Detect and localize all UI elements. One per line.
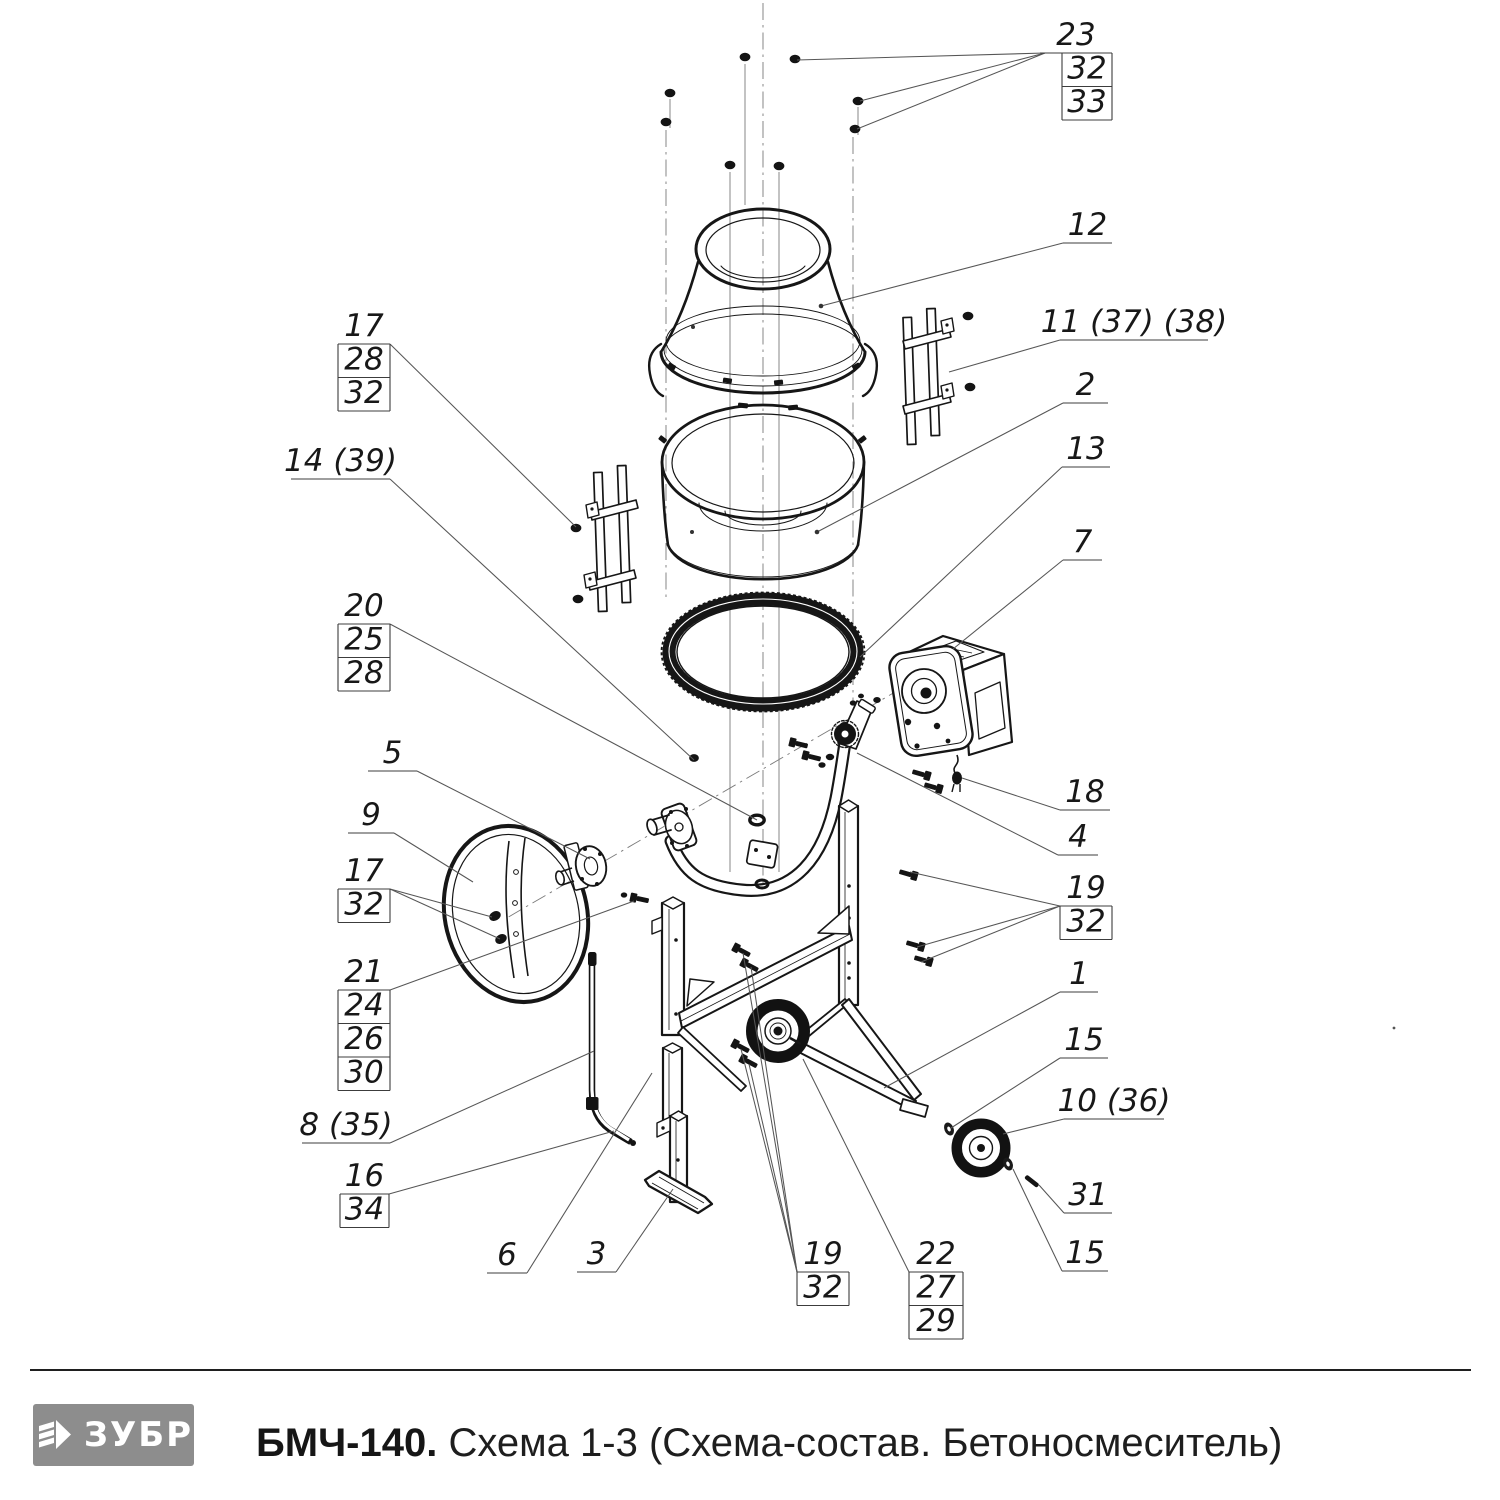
callout-number: 15 (1064, 1022, 1104, 1058)
callout-transport-wheel (1003, 1083, 1170, 1134)
callout-number: 31 (1068, 1177, 1108, 1213)
callout-number: 29 (916, 1303, 956, 1339)
leader-line (390, 624, 757, 820)
callout-bracket-left-hardware (338, 308, 576, 527)
callout-motor (953, 524, 1102, 649)
callout-pinion-shaft (857, 753, 1098, 855)
callout-hardware-top (797, 17, 1112, 129)
leader-line (394, 833, 473, 882)
bolt-icon (913, 953, 934, 967)
model-number: БМЧ-140. (256, 1421, 438, 1465)
leader-line (857, 753, 1058, 855)
leader-line (390, 889, 492, 917)
callout-number: 27 (916, 1269, 956, 1306)
callout-number: 10 (36) (1057, 1083, 1171, 1119)
leader-dot (819, 304, 824, 309)
callout-number: 28 (344, 655, 384, 691)
leader-line (962, 778, 1060, 810)
bolt-icon (738, 1053, 759, 1070)
leader-line (949, 340, 1060, 372)
callout-frame-hardware-right (910, 870, 1112, 962)
leader-line (857, 53, 1045, 129)
callout-number: 30 (344, 1054, 384, 1091)
callout-number: 13 (1066, 431, 1106, 467)
callout-handwheel-bolts (338, 853, 500, 939)
leader-line (953, 560, 1063, 649)
leader-line (884, 992, 1060, 1088)
callout-number: 22 (916, 1236, 956, 1272)
stray-dot (1393, 1027, 1396, 1030)
callout-number: 20 (344, 588, 384, 624)
leader-line (390, 901, 634, 990)
callout-number: 34 (344, 1191, 385, 1228)
power-cord (954, 755, 958, 773)
nut-icon (850, 125, 861, 134)
leader-line (616, 1189, 673, 1272)
callout-number: 3 (586, 1236, 607, 1272)
callout-number: 25 (344, 621, 384, 658)
part-wheel-rear (942, 1119, 1039, 1188)
leader-line (417, 771, 590, 859)
callout-number: 28 (344, 341, 384, 378)
sheet-subtitle: Схема 1-3 (Схема-состав. Бетоносмеситель) (448, 1421, 1283, 1465)
part-bracket-left (571, 465, 638, 611)
part-top-fasteners (661, 53, 864, 171)
leader-line (741, 1049, 797, 1272)
bolt-icon (629, 892, 649, 905)
callout-rod-hardware (340, 1131, 614, 1228)
callout-number: 1 (1069, 956, 1089, 992)
brand-name: ЗУБР (83, 1415, 194, 1455)
bolt-icon (739, 957, 760, 974)
leader-line (860, 467, 1062, 657)
nut-icon (571, 524, 582, 533)
callout-number: 5 (382, 735, 403, 771)
callout-number: 32 (803, 1269, 843, 1306)
callout-number: 26 (344, 1021, 384, 1057)
callout-drum-lower (815, 367, 1108, 534)
callout-number: 23 (1056, 17, 1096, 53)
bolt-icon (898, 867, 919, 881)
part-lock-rod (586, 952, 636, 1146)
callout-number: 32 (344, 886, 384, 923)
leader-line (390, 1051, 594, 1143)
callout-bracket-right (949, 304, 1227, 372)
power-plug-icon (952, 772, 962, 785)
callout-number: 19 (1066, 870, 1106, 906)
leader-line (921, 906, 1060, 962)
part-motor (887, 636, 1012, 792)
callout-number: 17 (344, 308, 384, 344)
nut-icon (725, 161, 736, 170)
nut-icon (790, 55, 801, 64)
leader-line (797, 53, 1045, 60)
callout-number: 17 (344, 853, 384, 889)
callout-number: 11 (37) (38) (1040, 304, 1228, 340)
callout-number: 33 (1067, 84, 1107, 120)
callout-cotter-pin (1039, 1177, 1112, 1213)
part-washers-center (689, 754, 768, 888)
callout-number: 2 (1075, 367, 1096, 403)
callout-number: 19 (803, 1236, 843, 1272)
callout-number: 16 (344, 1158, 385, 1194)
washer-icon (621, 892, 627, 897)
callout-number: 8 (35) (299, 1107, 393, 1143)
leader-line (910, 872, 1060, 906)
callout-number: 21 (344, 954, 384, 990)
callout-number: 9 (361, 797, 381, 833)
callout-number: 7 (1072, 524, 1093, 560)
callout-number: 24 (344, 987, 384, 1024)
leader-line (860, 53, 1045, 101)
leader-dot (815, 530, 820, 535)
callout-number: 32 (1067, 50, 1107, 87)
zubr-bison-icon (34, 1413, 76, 1457)
bolt-icon (801, 750, 822, 763)
leader-line (390, 479, 694, 760)
bolt-icon (731, 942, 752, 959)
callout-drum-upper (819, 207, 1112, 308)
bolt-icon (911, 767, 932, 781)
part-drum-lower (658, 402, 867, 579)
nut-icon (850, 700, 856, 705)
nut-icon (665, 89, 676, 98)
callout-power-cord (962, 774, 1110, 810)
nut-icon (573, 595, 584, 604)
title-block-divider (30, 1369, 1471, 1371)
leader-line (1003, 1119, 1064, 1134)
callout-number: 14 (39) (284, 443, 397, 479)
nut-icon (873, 697, 881, 703)
nut-icon (774, 162, 785, 171)
sheet-title (256, 1421, 1282, 1466)
callouts (284, 17, 1227, 1339)
leader-line (917, 906, 1060, 947)
callout-hub (368, 735, 590, 859)
callout-number: 15 (1065, 1235, 1105, 1271)
part-handwheel (426, 810, 607, 1017)
part-bracket-right (903, 308, 976, 444)
leader-line (389, 1131, 614, 1194)
brand-logo (33, 1404, 194, 1466)
callout-leg-front (487, 1073, 652, 1273)
leader-line (951, 1058, 1060, 1128)
leader-line (1039, 1185, 1064, 1213)
callout-number: 32 (344, 375, 384, 411)
leader-line (749, 1064, 797, 1272)
callout-number: 12 (1067, 207, 1108, 243)
callout-number: 4 (1068, 819, 1088, 855)
nut-icon (963, 312, 974, 321)
callout-number: 32 (1066, 903, 1106, 940)
callout-leg-foot (577, 1189, 673, 1272)
cotter-pin (1024, 1174, 1039, 1187)
callout-number: 18 (1065, 774, 1105, 810)
leader-line (390, 344, 576, 527)
nut-icon (689, 754, 699, 762)
nut-icon (858, 694, 864, 699)
leader-line (821, 243, 1063, 306)
nut-icon (740, 53, 751, 62)
nut-icon (661, 118, 672, 127)
callout-number: 6 (497, 1237, 517, 1273)
nut-icon (965, 383, 976, 392)
